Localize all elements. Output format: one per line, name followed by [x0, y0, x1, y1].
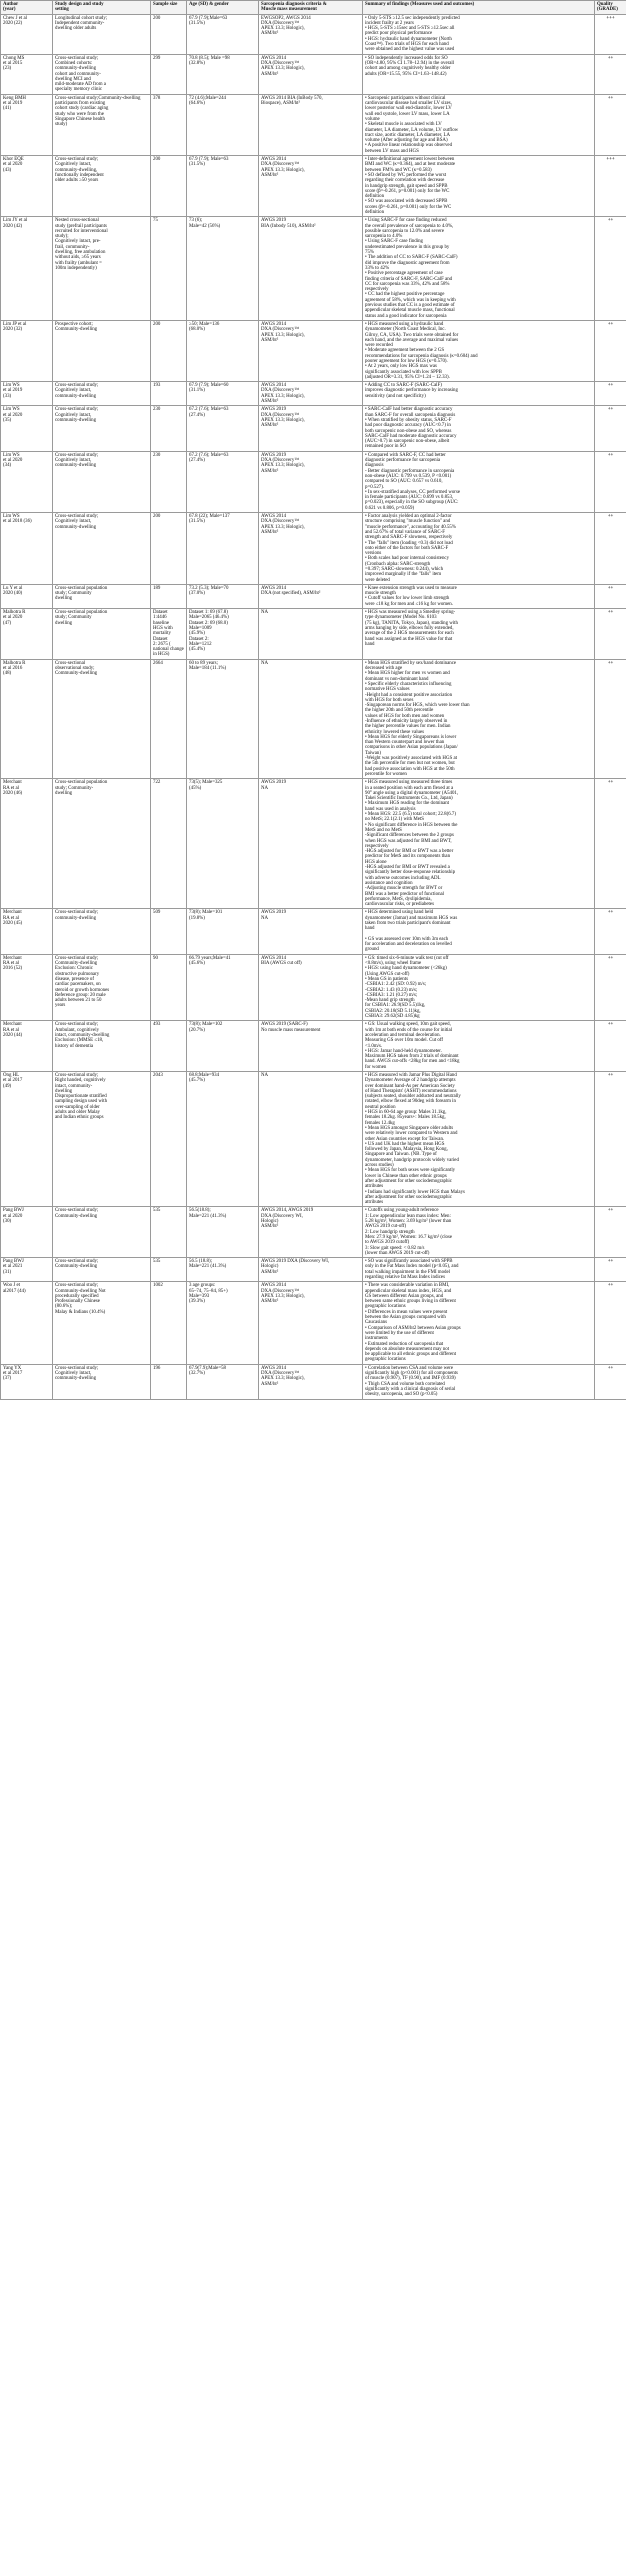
diagnosis-criteria-cell: AWGS 2019 DXA (Discovery™ APEX 13.3; Hologic), ASM/ht²	[259, 451, 363, 512]
age-gender-cell: 67.2 (7.6); Male=63 (27.4%)	[187, 451, 259, 512]
study-design-cell: Prospective cohort; Community-dwelling	[53, 320, 151, 381]
study-design-cell: Cross-sectional study; Community-dwelling Exclusion: Chronic obstructive pulmonary disease, presence of cardiac pacemakers, on steroid or growth hormones Reference group: 20 male adults between 21 to 50 years	[53, 954, 151, 1021]
study-design-cell: Cross-sectional study; Cognitively intact, community-dwelling	[53, 382, 151, 406]
author-cell: Khor EQE et al 2020 (43)	[1, 156, 53, 217]
quality-cell: ++	[595, 54, 626, 94]
study-design-cell: Cross-sectional observational study; Community-dwelling	[53, 659, 151, 779]
table-header	[1, 1, 626, 15]
quality-cell: ++	[595, 1282, 626, 1364]
diagnosis-criteria-cell: EWGSOP2, AWGS 2014 DXA (Discovery™ APEX 13.3; Hologic), ASM/ht²	[259, 14, 363, 54]
table-row	[1, 382, 626, 406]
quality-cell: ++	[595, 954, 626, 1021]
sample-size-cell: 509	[151, 909, 187, 954]
findings-cell: • Mean HGS stratified by sex/hand dominance decreased with age • Mean HGS higher for men vs women and dominant vs non-dominant hand • Specific elderly characteristics influencing normative HGS values -Height had a consistent positive association with HGS for both sexes -Singaporean norms for HGS, which were lower than the higher 20th and 50th percentile values of HGS for both men and women -Influence of ethnicity largely observed in the higher percentile values for men. Indian ethnicity lowered these values • Mean HGS for elderly Singaporeans is lower than Western counterpart and lower than comparisons in other Asian populations (Japan/ Taiwan) -Weight was positively associated with HGS at the 5th percentile for men but not women, but had positive association with HGS at the 50th percentile for women	[363, 659, 595, 779]
sample-size-cell: 200	[151, 156, 187, 217]
table-row	[1, 609, 626, 660]
table-row	[1, 94, 626, 155]
author-cell: Yang YX et al 2017 (37)	[1, 1364, 53, 1399]
author-cell: Lim JY et al 2020 (42)	[1, 217, 53, 321]
table-row	[1, 14, 626, 54]
diagnosis-criteria-cell: AWGS 2014 DXA (not specified), ASM/ht²	[259, 584, 363, 608]
findings-cell: • Knee extension strength was used to measure muscle strength • Cutoff values for low lower limb strength were ≤18 kg for men and ≤16 kg for women.	[363, 584, 595, 608]
sample-size-cell: 535	[151, 1207, 187, 1258]
table-row	[1, 513, 626, 585]
findings-cell: • Only 5-STS ≥12.5 sec independently predicted incident frailty at 2 years • HGS, 5-STS ≥15sec and 5-STS ≥12.5sec all predict poor physical performance • HGS: hydraulic hand dynamometer (North Coast™). Two trials of HGS for each hand were obtained and the highest value was used	[363, 14, 595, 54]
sample-size-cell: 493	[151, 1021, 187, 1072]
table-row	[1, 659, 626, 779]
study-design-cell: Cross-sectional population study; Community dwelling	[53, 609, 151, 660]
age-gender-cell: 67.8 (22); Male=137 (31.5%)	[187, 513, 259, 585]
quality-cell: ++	[595, 609, 626, 660]
sample-size-cell: 90	[151, 954, 187, 1021]
sample-size-cell: 299	[151, 54, 187, 94]
study-design-cell: Cross-sectional study; Cognitively intact, community-dwelling	[53, 1364, 151, 1399]
author-cell: Pang BWJ et al 2020 (30)	[1, 1207, 53, 1258]
findings-cell: • Adding CC to SARC-F (SARC-CalF) improves diagnostic performance by increasing sensitivity (and not specificity)	[363, 382, 595, 406]
study-design-cell: Cross-sectional population study; Community dwelling	[53, 584, 151, 608]
quality-cell: ++	[595, 909, 626, 954]
table-row	[1, 406, 626, 451]
quality-cell: ++	[595, 1072, 626, 1207]
author-cell: Ong HL et al 2017 (49)	[1, 1072, 53, 1207]
quality-cell: ++	[595, 217, 626, 321]
sample-size-cell: 378	[151, 94, 187, 155]
study-design-cell: Cross-sectional study; Community-dwelling	[53, 1207, 151, 1258]
author-cell: Lim WS et al 2020 (35)	[1, 406, 53, 451]
author-cell: Merchant RA et al 2016 (52)	[1, 954, 53, 1021]
age-gender-cell: 73.2 (5.3); Male=70 (37.0%)	[187, 584, 259, 608]
study-design-cell: Cross-sectional study; Cognitively intact, community-dwelling	[53, 406, 151, 451]
diagnosis-criteria-cell: NA	[259, 1072, 363, 1207]
study-design-cell: Cross-sectional population study; Community- dwelling	[53, 779, 151, 909]
quality-cell: ++	[595, 779, 626, 909]
age-gender-cell: 68.8;Male=934 (45.7%)	[187, 1072, 259, 1207]
table-row	[1, 1072, 626, 1207]
table-row	[1, 779, 626, 909]
quality-cell: ++	[595, 1021, 626, 1072]
table-row	[1, 1021, 626, 1072]
age-gender-cell: 67.9 (7.9); Male=60 (31.1%)	[187, 382, 259, 406]
quality-cell: ++	[595, 94, 626, 155]
quality-cell: ++	[595, 1258, 626, 1282]
table-row	[1, 451, 626, 512]
study-design-cell: Cross-sectional study; Cognitively intact, community-dwelling	[53, 513, 151, 585]
author-cell: Lim WS et al 2019 (33)	[1, 382, 53, 406]
study-design-cell: Cross-sectional study; Combined cohorts: community-dwelling cohort and community- dwelling MCI and mild-moderate AD from a specialty memory clinic	[53, 54, 151, 94]
findings-cell: • Compared with SARC-F, CC had better diagnostic performance for sarcopenia diagnosis - Better diagnostic performance in sarcopenia non-obese (AUC: 0.799 vs 0.539, P <0.001) compared to SO (AUC: 0.657 vs 0.610, p=0.527). • In sex-stratified analyses, CC performed worse in female participants (AUC: 0.699 vs 0.853, p=0.023), especially in the SO subgroup (AUC: 0.621 vs 0.806, p=0.059)	[363, 451, 595, 512]
table-row	[1, 54, 626, 94]
study-design-cell: Cross-sectional study; Cognitively intact, community-dwelling, functionally independent older adults ≥50 years	[53, 156, 151, 217]
findings-cell: • HGS measured with Jamar Plus Digital Hand Dynamometer Average of 2 handgrip attempts over dominant hand-As per American Society of Hand Therapists' (ASHT) recommendations (subjects seated, shoulder adducted and neutrally rotated, elbow flexed at 90deg with forearm in neutral position • HGS in 60-64 age group: Males 31.1kg, females 18.2kg. 85years+: Males 18.5kg, females 12.4kg • Mean HGS amongst Singapore older adults were relatively lower compared to Western and other Asian countries except for Taiwan. • US and UK had the highest mean HGS followed by Japan, Malaysia, Hong Kong, Singapore and Taiwan. (NB. Type of dynamometer, handgrip protocols widely varied across studies) • Mean HGS for both sexes were significantly lower in Chinese than other ethnic groups after adjustment for other sociodemographic attributes • Indians had significantly lower HGS than Malays after adjustment for other sociodemographic attributes	[363, 1072, 595, 1207]
study-design-cell: Cross-sectional study; community-dwelling	[53, 909, 151, 954]
table-row	[1, 909, 626, 954]
table-body	[1, 14, 626, 1399]
findings-cell: • HGS was measured using a Smedley spring- type dynamometer (Model No. 6103 (75 kg), TANITA, Tokyo, Japan), standing with arms hanging by side, elbows fully extended, average of the 2 HGS measurements for each hand was assigned as the HGS value for that hand	[363, 609, 595, 660]
findings-cell: • GS: timed six-6-minute walk test (cut off <0.8m/s), using wheel frame • HGS: using hand dynamometer (<26kg) (Using AWGS cut-off) • Mean GS in patients -CSBIA1: 2.42 (SD: 0.92) m/s; -CSBIA2: 1.43 (0.23) m/s; -CSBIA3: 1.21 (0.27) m/s; -Mean hand grip strength for CSBIA1: 26.9(SD 5.5)1kg, CSBIA2: 20.18(SD 5.11)kg, CSBIA3: 29.62(SD 4.85)kg	[363, 954, 595, 1021]
age-gender-cell: 73(8); Male=102 (20.7%)	[187, 1021, 259, 1072]
author-cell: Lu Y et al 2020 (40)	[1, 584, 53, 608]
quality-cell: ++	[595, 382, 626, 406]
study-design-cell: Longitudinal cohort study; Independent community- dwelling older adults	[53, 14, 151, 54]
header-author: Author (year)	[1, 1, 53, 15]
quality-cell: ++	[595, 406, 626, 451]
diagnosis-criteria-cell: AWGS 2019 (SARC-F) No muscle mass measurement	[259, 1021, 363, 1072]
study-design-cell: Cross-sectional study; Right handed, cognitively intact, community- dwelling Disproportionate stratified sampling design used with over-sampling of older adults and older Malay and Indian ethnic groups	[53, 1072, 151, 1207]
findings-cell: • HGS measured using a hydraulic hand dynamometer (North Coast Medical, Inc. Gilroy, CA, USA). Two trials were obtained for each hand, and the average and maximal values were recorded • Moderate agreement between the 2 GS recommendations for sarcopenia diagnosis (κ=0.604) and poorer agreement for low HGS (κ=0.570). • At 2 years, only low HGS max was significantly associated with low SPPB (adjusted OR=3.31, 95% CI=1.24 – 12.33).	[363, 320, 595, 381]
sample-size-cell: 189	[151, 584, 187, 608]
study-design-cell: Nested cross-sectional study (prefrail participants recruited for interventional study); Cognitively intact, pre- frail, community- dwelling, free ambulation without aids, ≥65 years with frailty (ambulant = 100m independently)	[53, 217, 151, 321]
author-cell: Merchant RA et al 2020 (45)	[1, 909, 53, 954]
diagnosis-criteria-cell: AWGS 2014 DXA (Discovery™ APEX 13.3; Hologic), ASM/ht²	[259, 1282, 363, 1364]
quality-cell: +++	[595, 156, 626, 217]
findings-cell: • Correlation between CSA and volume were significantly high (p<0.001) for all components of muscle (0.907), TF (0.90), and IMF (0.939) • Thigh CSA and volume both correlated significantly with a clinical diagnosis of serial obesity, sarcopenia, and SO (p<0.05)	[363, 1364, 595, 1399]
sample-size-cell: 196	[151, 1364, 187, 1399]
sample-size-cell: 200	[151, 14, 187, 54]
findings-cell: • There was considerable variation in BMI, appendicular skeletal mass index, HGS, and GS between different Asian groups, and between same ethnic groups living in different geographic locations • Differences in mean values were present between the Asian groups compared with Caucasians • Comparison of ASM/ht2 between Asian groups were limited by the use of different instruments • Estimated reduction of sarcopenia that depends on absolute measurement may not be applicable to all ethnic groups and different geographic locations	[363, 1282, 595, 1364]
age-gender-cell: Dataset 1: 69 (67.8) Male=2065 (46.4%) Dataset 2: 69 (68.0) Male=1009 (45.9%) Dataset 2: Male=1212 (45.4%)	[187, 609, 259, 660]
author-cell: Lim JP et al 2020 (32)	[1, 320, 53, 381]
header-age: Age (SD) & gender	[187, 1, 259, 15]
findings-cell: • Cutoffs using young-adult reference 1: Low appendicular lean mass index: Men: 5.28 kg/m², Women: 3.69 kg/m² (lower than AWGS 2019 cut-off) 2: Low handgrip strength Men: 27.9 kg/m², Women: 16.7 kg/m² (close to AWGS 2019 cutoff) 3: Slow gait speed: < 0.82 m/s (lower than AWGS 2019 cut-off)	[363, 1207, 595, 1258]
author-cell: Merchant RA et al 2020 (46)	[1, 779, 53, 909]
sample-size-cell: Dataset 1:4446 baseline HGS with mortality Dataset 2: 2675 ( national change in HGS)	[151, 609, 187, 660]
quality-cell: ++	[595, 1364, 626, 1399]
study-design-cell: Cross-sectional study; Cognitively intact, community-dwelling	[53, 451, 151, 512]
diagnosis-criteria-cell: AWGS 2019 NA	[259, 779, 363, 909]
age-gender-cell: 67.9 (7.9); Male=63 (31.5%)	[187, 156, 259, 217]
findings-cell: • Factor analysis yielded an optimal 2-factor structure comprising "muscle function" and "muscle performance", accounting for 40.55% and 52.67% of total variance of SARC-F strength and SARC-F slowness, respectively • The "falls" item (loading <0.3) did not load onto either of the factors for both SARC-F versions • Both scales had poor internal consistency (Cronbach alpha: SARC-strength =0.397; SARC-slowness: 0.244), which improved marginally if the "falls" item were deleted	[363, 513, 595, 585]
quality-cell: ++	[595, 320, 626, 381]
sample-size-cell: 722	[151, 779, 187, 909]
header-quality: Quality (GRADE)	[595, 1, 626, 15]
age-gender-cell: 56.5(18.8); Male=221 (41.3%)	[187, 1207, 259, 1258]
header-design: Study design and study setting	[53, 1, 151, 15]
study-design-cell: Cross-sectional study;Community-dwelling participants from existing cohort study (cardiac aging study who were from the Singapore Chinese health study)	[53, 94, 151, 155]
author-cell: Malhotra R et al 2020 (47)	[1, 609, 53, 660]
findings-cell: • HGS measured using measured three times in a seated position with each arm flexed at a 90° angle using a digital dynamometer (A5401, Takei Scientific Instruments Co., Ltd, Japan) • Maximum HGS reading for the dominant hand was used in analysis • Mean HGS: 22.5 (6.5) total cohort; 22.8(6.7) no MetS; 22.1(2.1) with MetS • No significant difference in HGS between the MetS and no MetS -Significant differences between the 2 groups when HGS was adjusted for BMI and BWT, respectively -HGS adjusted for BMI or BWT was a better predictor for MetS and its components than HGS alone -HGS adjusted for BMI or BWT revealed a significantly better dose-response relationship with adverse outcomes including ADL assistance and cognition -Adjusting muscle strength for BWT or BMI was a better predictor of functional performance, MetS, dyslipidemia, cardiovascular risks, or prediabetes	[363, 779, 595, 909]
table-row	[1, 217, 626, 321]
age-gender-cell: 3 age groups: 65–74, 75–84, 85+) Male=393 (39.3%)	[187, 1282, 259, 1364]
findings-cell: • GS: Usual walking speed, 10m gait speed, with 1m at both ends of the course for initial acceleration and terminal deceleration. Measuring GS over 10m model. Cut off <1.0m/s. • HGS: Jamar hand-held dynamometer. Maximum HGS taken from 2 trials of dominant hand. AWGS cut-offs <28kg for men and <18kg for women	[363, 1021, 595, 1072]
diagnosis-criteria-cell: AWGS 2014 DXA (Discovery™ APEX 13.3; Hologic), ASM/ht²	[259, 320, 363, 381]
age-gender-cell: 73 (6); Male=42 (56%)	[187, 217, 259, 321]
diagnosis-criteria-cell: AWGS 2014 BIA (InBody 570, Biospace), ASM/ht²	[259, 94, 363, 155]
findings-cell: • SO independently increased odds for SO (OR=4.80, 95% CI 1.78–12.94) in the overall cohort and among cognitively healthy older adults (OR=15.55, 95% CI=1.63–148.42)	[363, 54, 595, 94]
author-cell: Woo J et al2017 (44)	[1, 1282, 53, 1364]
study-design-cell: Cross-sectional study; Community-dwelling	[53, 1258, 151, 1282]
diagnosis-criteria-cell: AWGS 2014 DXA (Discovery™ APEX 13.3; Hologic), ASM/ht²	[259, 382, 363, 406]
diagnosis-criteria-cell: AWGS 2019 DXA (Discovery WI, Hologic) ASM/ht²	[259, 1258, 363, 1282]
table-row	[1, 1258, 626, 1282]
age-gender-cell: 67.9 (7.9);Male=63 (31.5%)	[187, 14, 259, 54]
diagnosis-criteria-cell: AWGS 2019 DXA (Discovery™ APEX 13.3; Hologic), ASM/ht²	[259, 406, 363, 451]
findings-cell: • HGS determined using hand held dynamometer (Jamar) and maximum HGS was taken from two trials participant's dominant hand • GS was assessed over 10m with 3m each for acceleration and deceleration on levelled ground	[363, 909, 595, 954]
header-findings: Summary of findings (Measures used and outcomes)	[363, 1, 595, 15]
author-cell: Malhotra R et al 2016 (48)	[1, 659, 53, 779]
table-row	[1, 320, 626, 381]
diagnosis-criteria-cell: AWGS 2014 DXA (Discovery™ APEX 13.3; Hologic), ASM/ht²	[259, 513, 363, 585]
table-row	[1, 1282, 626, 1364]
diagnosis-criteria-cell: AWGS 2014 BIA (AWGS cut off)	[259, 954, 363, 1021]
sample-size-cell: 1002	[151, 1282, 187, 1364]
study-design-cell: Cross-sectional study; Ambulant, cognitively intact, community-dwelling Exclusion: (MMSE ≤18, history of dementia	[53, 1021, 151, 1072]
age-gender-cell: 60 to 89 years; Male=184 (11.1%)	[187, 659, 259, 779]
author-cell: Lim WS et al 2018 (36)	[1, 513, 53, 585]
header-sample: Sample size	[151, 1, 187, 15]
quality-cell: ++	[595, 659, 626, 779]
findings-cell: • SARC-CalF had better diagnostic accuracy than SARC-F for overall sarcopenia diagnosis • When stratified by obesity status, SARC-F had poor diagnostic accuracy (AUC<0.7) in both sarcopenic non-obese and SO, whereas SARC-CalF had moderate diagnostic accuracy (AUC>0.7) in sarcopenic non-obese, albeit remained poor in SO	[363, 406, 595, 451]
author-cell: Lim WS et al 2020 (34)	[1, 451, 53, 512]
quality-cell: +++	[595, 14, 626, 54]
author-cell: Merchant RA et al 2020 (44)	[1, 1021, 53, 1072]
diagnosis-criteria-cell: AWGS 2014 DXA (Discovery™ APEX 13.3; Hologic), ASM/ht²	[259, 1364, 363, 1399]
sample-size-cell: 75	[151, 217, 187, 321]
quality-cell: ++	[595, 584, 626, 608]
findings-cell: • SO was significantly associated with SPPB only in the Fat Mass Index model (p<0.05), and total walking impairment in the FMI model regarding relative fat Mass Index indices	[363, 1258, 595, 1282]
sample-size-cell: 193	[151, 382, 187, 406]
diagnosis-criteria-cell: NA	[259, 659, 363, 779]
diagnosis-criteria-cell: AWGS 2014, AWGS 2019 DXA (Discovery WI, Hologic) ASM/ht²	[259, 1207, 363, 1258]
study-design-cell: Cross-sectional study; Community-dwelling Not procedurally specified Professionally Chinese (80.6%); Malay & Indians (10.4%)	[53, 1282, 151, 1364]
findings-cell: • Using SARC-F for case finding reduced the overall prevalence of sarcopenia to 4.0%, possible sarcopenia to 12.0% and severe sarcopenia to 4.0% • Using SARC-F case finding underestimated prevalence in this group by 75% • The addition of CC to SARC-F (SARC-CalF) did improve the diagnostic agreement from 33% to 42% • Positive percentage agreement of case finding criteria of SARC-F, SARC-CalF and CC for sarcopenia was 33%, 42% and 58% respectively • CC had the highest positive percentage agreement of 58%, which was in keeping with previous studies that CC is a good estimate of appendicular skeletal muscle mass, functional status and a good indicator for sarcopenia	[363, 217, 595, 321]
diagnosis-criteria-cell: AWGS 2014 DXA (Discovery™ APEX 13.3; Hologic), ASM/ht²	[259, 156, 363, 217]
quality-cell: ++	[595, 451, 626, 512]
author-cell: Chong MS et al 2015 (23)	[1, 54, 53, 94]
quality-cell: ++	[595, 513, 626, 585]
age-gender-cell: 70.8 (8.5); Male =98 (32.8%)	[187, 54, 259, 94]
age-gender-cell: 67.2 (7.6); Male=63 (27.4%)	[187, 406, 259, 451]
age-gender-cell: 73(8); Male=101 (19.8%)	[187, 909, 259, 954]
age-gender-cell: 67.9(7.9);Male=58 (32.7%)	[187, 1364, 259, 1399]
age-gender-cell: 73(5); Male=325 (45%)	[187, 779, 259, 909]
author-cell: Pang BWJ et al 2021 (31)	[1, 1258, 53, 1282]
findings-cell: • Sarcopenic participants without clinical cardiovascular disease had smaller LV sizes, lower posterior wall end-diastolic, lower LV wall end systole, lower LV mass, lower LA volume • Skeletal muscle is associated with LV diameter, LA diameter, LA volume, LV outflow tract size, aortic diameter, LA diameter, LA volume (After adjusting for age and BSA) • A positive linear relationship was observed between LV mass and HGS	[363, 94, 595, 155]
table-row	[1, 954, 626, 1021]
age-gender-cell: 66.79 years;Male=41 (45.6%)	[187, 954, 259, 1021]
sample-size-cell: 200	[151, 320, 187, 381]
table-row	[1, 584, 626, 608]
table-row	[1, 1364, 626, 1399]
diagnosis-criteria-cell: AWGS 2019 NA	[259, 909, 363, 954]
author-cell: Keng BMH et al 2019 (41)	[1, 94, 53, 155]
age-gender-cell: 72 (4.6);Male=244 (64.6%)	[187, 94, 259, 155]
findings-cell: • Inter-definitional agreement lowest between BMI and WC (κ=0.364), and at best moderate between FM% and WC (κ=0.583) • SO defined by WC performed the worst regarding their correlation with decrease in handgrip strength, gait speed and SPPB score (β=-0.261, p=0.001) only for the WC definition • SO was associated with decreased SPPB scores (β=-0.261, p=0.001) only for the WC definition	[363, 156, 595, 217]
table-row	[1, 156, 626, 217]
diagnosis-criteria-cell: AWGS 2019 BIA (Inbody 510), ASM/ht²	[259, 217, 363, 321]
sample-size-cell: 535	[151, 1258, 187, 1282]
age-gender-cell: 56.5 (18.8); Male=221 (41.3%)	[187, 1258, 259, 1282]
sample-size-cell: 230	[151, 451, 187, 512]
sample-size-cell: 230	[151, 406, 187, 451]
quality-cell: ++	[595, 1207, 626, 1258]
table-row	[1, 1207, 626, 1258]
header-criteria: Sarcopenia diagnosis criteria & Muscle mass measurement	[259, 1, 363, 15]
diagnosis-criteria-cell: NA	[259, 609, 363, 660]
age-gender-cell: ≥50; Male=136 (68.0%)	[187, 320, 259, 381]
diagnosis-criteria-cell: AWGS 2014 DXA (Discovery™ APEX 13.3; Hologic), ASM/ht²	[259, 54, 363, 94]
sample-size-cell: 200	[151, 513, 187, 585]
author-cell: Chew J et al 2020 (22)	[1, 14, 53, 54]
sample-size-cell: 2043	[151, 1072, 187, 1207]
sample-size-cell: 2664	[151, 659, 187, 779]
header-row	[1, 1, 626, 15]
